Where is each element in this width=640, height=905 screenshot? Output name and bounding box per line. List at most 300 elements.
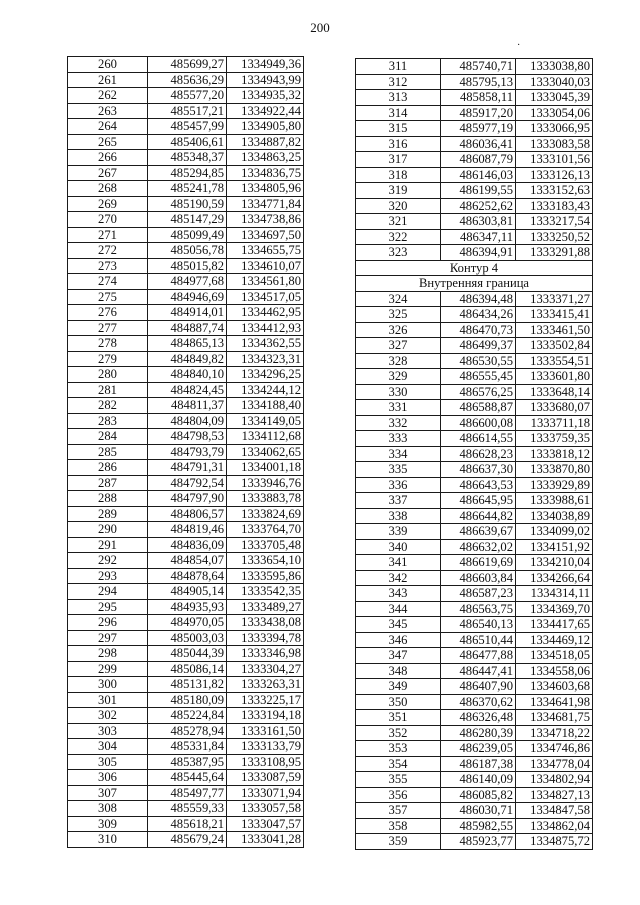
table-row xyxy=(68,181,304,197)
table-row xyxy=(68,630,304,646)
point-number: 336 xyxy=(356,477,441,493)
x-coordinate: 486280,39 xyxy=(441,725,516,741)
y-coordinate: 1333057,58 xyxy=(227,801,304,817)
y-coordinate: 1333346,98 xyxy=(227,646,304,662)
point-number: 263 xyxy=(68,103,148,119)
point-number: 359 xyxy=(356,834,441,850)
point-number: 273 xyxy=(68,258,148,274)
table-row xyxy=(356,198,593,214)
y-coordinate: 1334655,75 xyxy=(227,243,304,259)
point-number: 267 xyxy=(68,165,148,181)
point-number: 354 xyxy=(356,756,441,772)
table-row xyxy=(68,320,304,336)
table-row xyxy=(68,336,304,352)
point-number: 282 xyxy=(68,398,148,414)
y-coordinate: 1334681,75 xyxy=(516,710,593,726)
table-row xyxy=(68,382,304,398)
y-coordinate: 1333929,89 xyxy=(516,477,593,493)
y-coordinate: 1333194,18 xyxy=(227,708,304,724)
y-coordinate: 1334771,84 xyxy=(227,196,304,212)
table-row xyxy=(356,415,593,431)
table-row xyxy=(68,243,304,259)
y-coordinate: 1334603,68 xyxy=(516,679,593,695)
point-number: 345 xyxy=(356,617,441,633)
x-coordinate: 485180,09 xyxy=(148,692,227,708)
x-coordinate: 486199,55 xyxy=(441,183,516,199)
table-row xyxy=(356,74,593,90)
point-number: 323 xyxy=(356,245,441,261)
y-coordinate: 1334462,95 xyxy=(227,305,304,321)
y-coordinate: 1333126,13 xyxy=(516,167,593,183)
table-row xyxy=(356,772,593,788)
table-row xyxy=(68,289,304,305)
point-number: 286 xyxy=(68,460,148,476)
x-coordinate: 486637,30 xyxy=(441,462,516,478)
point-number: 307 xyxy=(68,785,148,801)
point-number: 279 xyxy=(68,351,148,367)
y-coordinate: 1334836,75 xyxy=(227,165,304,181)
point-number: 330 xyxy=(356,384,441,400)
contour-section xyxy=(356,260,593,291)
x-coordinate: 486499,37 xyxy=(441,338,516,354)
y-coordinate: 1334875,72 xyxy=(516,834,593,850)
x-coordinate: 486434,26 xyxy=(441,307,516,323)
x-coordinate: 485190,59 xyxy=(148,196,227,212)
x-coordinate: 484946,69 xyxy=(148,289,227,305)
table-row xyxy=(356,555,593,571)
point-number: 294 xyxy=(68,584,148,600)
y-coordinate: 1334244,12 xyxy=(227,382,304,398)
y-coordinate: 1334778,04 xyxy=(516,756,593,772)
y-coordinate: 1333066,95 xyxy=(516,121,593,137)
table-row xyxy=(356,229,593,245)
table-row xyxy=(356,477,593,493)
x-coordinate: 484854,07 xyxy=(148,553,227,569)
y-coordinate: 1334802,94 xyxy=(516,772,593,788)
y-coordinate: 1334149,05 xyxy=(227,413,304,429)
table-row xyxy=(356,369,593,385)
x-coordinate: 486587,23 xyxy=(441,586,516,602)
point-number: 353 xyxy=(356,741,441,757)
point-number: 322 xyxy=(356,229,441,245)
x-coordinate: 486394,48 xyxy=(441,291,516,307)
x-coordinate: 486510,44 xyxy=(441,632,516,648)
x-coordinate: 486614,55 xyxy=(441,431,516,447)
table-row xyxy=(356,446,593,462)
x-coordinate: 485387,95 xyxy=(148,754,227,770)
x-coordinate: 486470,73 xyxy=(441,322,516,338)
x-coordinate: 484793,79 xyxy=(148,444,227,460)
table-row xyxy=(356,462,593,478)
y-coordinate: 1333502,84 xyxy=(516,338,593,354)
x-coordinate: 484792,54 xyxy=(148,475,227,491)
y-coordinate: 1334943,99 xyxy=(227,72,304,88)
table-row xyxy=(68,506,304,522)
table-row xyxy=(356,632,593,648)
x-coordinate: 485982,55 xyxy=(441,818,516,834)
point-number: 287 xyxy=(68,475,148,491)
point-number: 305 xyxy=(68,754,148,770)
x-coordinate: 486036,41 xyxy=(441,136,516,152)
table-row xyxy=(356,601,593,617)
table-row xyxy=(68,398,304,414)
y-coordinate: 1333489,27 xyxy=(227,599,304,615)
point-number: 281 xyxy=(68,382,148,398)
y-coordinate: 1334369,70 xyxy=(516,601,593,617)
y-coordinate: 1333133,79 xyxy=(227,739,304,755)
x-coordinate: 484806,57 xyxy=(148,506,227,522)
table-row xyxy=(68,692,304,708)
y-coordinate: 1333304,27 xyxy=(227,661,304,677)
x-coordinate: 486555,45 xyxy=(441,369,516,385)
y-coordinate: 1334469,12 xyxy=(516,632,593,648)
point-number: 328 xyxy=(356,353,441,369)
y-coordinate: 1333654,10 xyxy=(227,553,304,569)
table-row xyxy=(356,803,593,819)
point-number: 347 xyxy=(356,648,441,664)
x-coordinate: 485577,20 xyxy=(148,88,227,104)
table-row xyxy=(68,150,304,166)
x-coordinate: 486619,69 xyxy=(441,555,516,571)
point-number: 291 xyxy=(68,537,148,553)
point-number: 265 xyxy=(68,134,148,150)
point-number: 325 xyxy=(356,307,441,323)
point-number: 310 xyxy=(68,832,148,848)
x-coordinate: 484935,93 xyxy=(148,599,227,615)
x-coordinate: 484819,46 xyxy=(148,522,227,538)
y-coordinate: 1334827,13 xyxy=(516,787,593,803)
x-coordinate: 484836,09 xyxy=(148,537,227,553)
y-coordinate: 1333071,94 xyxy=(227,785,304,801)
x-coordinate: 486576,25 xyxy=(441,384,516,400)
point-number: 348 xyxy=(356,663,441,679)
y-coordinate: 1334697,50 xyxy=(227,227,304,243)
y-coordinate: 1333554,51 xyxy=(516,353,593,369)
y-coordinate: 1333041,28 xyxy=(227,832,304,848)
point-number: 299 xyxy=(68,661,148,677)
y-coordinate: 1334847,58 xyxy=(516,803,593,819)
table-row xyxy=(356,741,593,757)
point-number: 351 xyxy=(356,710,441,726)
x-coordinate: 485294,85 xyxy=(148,165,227,181)
x-coordinate: 485056,78 xyxy=(148,243,227,259)
x-coordinate: 484887,74 xyxy=(148,320,227,336)
point-number: 341 xyxy=(356,555,441,571)
point-number: 296 xyxy=(68,615,148,631)
point-number: 337 xyxy=(356,493,441,509)
table-row xyxy=(356,725,593,741)
x-coordinate: 484914,01 xyxy=(148,305,227,321)
table-row xyxy=(68,119,304,135)
point-number: 293 xyxy=(68,568,148,584)
table-row xyxy=(356,679,593,695)
table-row xyxy=(356,307,593,323)
point-number: 297 xyxy=(68,630,148,646)
point-number: 302 xyxy=(68,708,148,724)
x-coordinate: 486447,41 xyxy=(441,663,516,679)
table-row xyxy=(356,431,593,447)
y-coordinate: 1334718,22 xyxy=(516,725,593,741)
table-row xyxy=(356,400,593,416)
point-number: 311 xyxy=(356,59,441,75)
x-coordinate: 485131,82 xyxy=(148,677,227,693)
point-number: 298 xyxy=(68,646,148,662)
x-coordinate: 484840,10 xyxy=(148,367,227,383)
x-coordinate: 484824,45 xyxy=(148,382,227,398)
y-coordinate: 1333108,95 xyxy=(227,754,304,770)
x-coordinate: 485241,78 xyxy=(148,181,227,197)
x-coordinate: 484905,14 xyxy=(148,584,227,600)
table-row xyxy=(68,57,304,73)
point-number: 271 xyxy=(68,227,148,243)
table-row xyxy=(356,617,593,633)
point-number: 270 xyxy=(68,212,148,228)
x-coordinate: 484804,09 xyxy=(148,413,227,429)
y-coordinate: 1334887,82 xyxy=(227,134,304,150)
point-number: 260 xyxy=(68,57,148,73)
x-coordinate: 485679,24 xyxy=(148,832,227,848)
x-coordinate: 486645,95 xyxy=(441,493,516,509)
contour-label: Контур 4 xyxy=(356,260,593,276)
coordinates-table-left xyxy=(67,56,304,848)
table-row xyxy=(68,88,304,104)
table-row xyxy=(68,553,304,569)
point-number: 301 xyxy=(68,692,148,708)
table-row xyxy=(356,338,593,354)
point-number: 269 xyxy=(68,196,148,212)
point-number: 349 xyxy=(356,679,441,695)
table-row xyxy=(356,322,593,338)
boundary-label: Внутренняя граница xyxy=(356,276,593,292)
x-coordinate: 486540,13 xyxy=(441,617,516,633)
y-coordinate: 1333394,78 xyxy=(227,630,304,646)
table-row xyxy=(356,291,593,307)
y-coordinate: 1334151,92 xyxy=(516,539,593,555)
x-coordinate: 485559,33 xyxy=(148,801,227,817)
y-coordinate: 1334863,25 xyxy=(227,150,304,166)
x-coordinate: 486326,48 xyxy=(441,710,516,726)
point-number: 275 xyxy=(68,289,148,305)
x-coordinate: 484878,64 xyxy=(148,568,227,584)
point-number: 284 xyxy=(68,429,148,445)
table-row xyxy=(68,785,304,801)
table-row xyxy=(68,367,304,383)
y-coordinate: 1333291,88 xyxy=(516,245,593,261)
x-coordinate: 485618,21 xyxy=(148,816,227,832)
table-row xyxy=(68,274,304,290)
table-row xyxy=(356,524,593,540)
x-coordinate: 486600,08 xyxy=(441,415,516,431)
x-coordinate: 486643,53 xyxy=(441,477,516,493)
table-row xyxy=(68,475,304,491)
y-coordinate: 1333759,35 xyxy=(516,431,593,447)
y-coordinate: 1334746,86 xyxy=(516,741,593,757)
y-coordinate: 1333101,56 xyxy=(516,152,593,168)
table-row xyxy=(68,661,304,677)
table-row xyxy=(68,258,304,274)
point-number: 272 xyxy=(68,243,148,259)
y-coordinate: 1333542,35 xyxy=(227,584,304,600)
y-coordinate: 1333438,08 xyxy=(227,615,304,631)
point-number: 308 xyxy=(68,801,148,817)
table-row xyxy=(356,539,593,555)
x-coordinate: 485457,99 xyxy=(148,119,227,135)
x-coordinate: 486303,81 xyxy=(441,214,516,230)
point-number: 290 xyxy=(68,522,148,538)
point-number: 333 xyxy=(356,431,441,447)
point-number: 314 xyxy=(356,105,441,121)
point-number: 326 xyxy=(356,322,441,338)
y-coordinate: 1333217,54 xyxy=(516,214,593,230)
x-coordinate: 485044,39 xyxy=(148,646,227,662)
point-number: 320 xyxy=(356,198,441,214)
y-coordinate: 1334210,04 xyxy=(516,555,593,571)
y-coordinate: 1333047,57 xyxy=(227,816,304,832)
point-number: 266 xyxy=(68,150,148,166)
table-row xyxy=(356,214,593,230)
point-number: 331 xyxy=(356,400,441,416)
x-coordinate: 485348,37 xyxy=(148,150,227,166)
x-coordinate: 486477,88 xyxy=(441,648,516,664)
coordinates-table-right xyxy=(355,58,593,850)
table-row xyxy=(356,694,593,710)
x-coordinate: 485278,94 xyxy=(148,723,227,739)
y-coordinate: 1334412,93 xyxy=(227,320,304,336)
y-coordinate: 1333040,03 xyxy=(516,74,593,90)
y-coordinate: 1333263,31 xyxy=(227,677,304,693)
table-row xyxy=(356,508,593,524)
y-coordinate: 1334905,80 xyxy=(227,119,304,135)
point-number: 313 xyxy=(356,90,441,106)
table-row xyxy=(68,599,304,615)
x-coordinate: 485445,64 xyxy=(148,770,227,786)
table-row xyxy=(356,648,593,664)
x-coordinate: 486252,62 xyxy=(441,198,516,214)
point-number: 352 xyxy=(356,725,441,741)
y-coordinate: 1333824,69 xyxy=(227,506,304,522)
y-coordinate: 1334188,40 xyxy=(227,398,304,414)
y-coordinate: 1334099,02 xyxy=(516,524,593,540)
x-coordinate: 484811,37 xyxy=(148,398,227,414)
table-row xyxy=(356,818,593,834)
point-number: 355 xyxy=(356,772,441,788)
y-coordinate: 1334417,65 xyxy=(516,617,593,633)
x-coordinate: 485699,27 xyxy=(148,57,227,73)
table-row xyxy=(68,429,304,445)
table-row xyxy=(68,351,304,367)
y-coordinate: 1333601,80 xyxy=(516,369,593,385)
point-number: 334 xyxy=(356,446,441,462)
point-number: 262 xyxy=(68,88,148,104)
x-coordinate: 485636,29 xyxy=(148,72,227,88)
x-coordinate: 484977,68 xyxy=(148,274,227,290)
table-row xyxy=(356,136,593,152)
x-coordinate: 485917,20 xyxy=(441,105,516,121)
y-coordinate: 1333595,86 xyxy=(227,568,304,584)
y-coordinate: 1333988,61 xyxy=(516,493,593,509)
x-coordinate: 485858,11 xyxy=(441,90,516,106)
table-row xyxy=(356,787,593,803)
point-number: 264 xyxy=(68,119,148,135)
point-number: 350 xyxy=(356,694,441,710)
point-number: 319 xyxy=(356,183,441,199)
y-coordinate: 1334266,64 xyxy=(516,570,593,586)
x-coordinate: 485497,77 xyxy=(148,785,227,801)
x-coordinate: 486140,09 xyxy=(441,772,516,788)
table-row xyxy=(68,227,304,243)
x-coordinate: 485015,82 xyxy=(148,258,227,274)
point-number: 316 xyxy=(356,136,441,152)
y-coordinate: 1334296,25 xyxy=(227,367,304,383)
y-coordinate: 1334038,89 xyxy=(516,508,593,524)
point-number: 335 xyxy=(356,462,441,478)
point-number: 309 xyxy=(68,816,148,832)
y-coordinate: 1334362,55 xyxy=(227,336,304,352)
y-coordinate: 1333883,78 xyxy=(227,491,304,507)
table-row xyxy=(356,105,593,121)
x-coordinate: 485406,61 xyxy=(148,134,227,150)
point-number: 357 xyxy=(356,803,441,819)
table-row xyxy=(356,167,593,183)
x-coordinate: 486146,03 xyxy=(441,167,516,183)
point-number: 277 xyxy=(68,320,148,336)
page-number: 200 xyxy=(310,20,330,35)
table-row xyxy=(356,663,593,679)
x-coordinate: 486632,02 xyxy=(441,539,516,555)
x-coordinate: 486239,05 xyxy=(441,741,516,757)
y-coordinate: 1333038,80 xyxy=(516,59,593,75)
left-table-body xyxy=(68,57,304,848)
point-number: 318 xyxy=(356,167,441,183)
table-row xyxy=(356,59,593,75)
point-number: 324 xyxy=(356,291,441,307)
x-coordinate: 485923,77 xyxy=(441,834,516,850)
y-coordinate: 1333946,76 xyxy=(227,475,304,491)
table-row xyxy=(68,568,304,584)
table-row xyxy=(356,183,593,199)
table-row xyxy=(68,305,304,321)
point-number: 346 xyxy=(356,632,441,648)
table-row xyxy=(68,491,304,507)
table-row xyxy=(68,134,304,150)
y-coordinate: 1334112,68 xyxy=(227,429,304,445)
y-coordinate: 1333680,07 xyxy=(516,400,593,416)
x-coordinate: 485977,19 xyxy=(441,121,516,137)
point-number: 315 xyxy=(356,121,441,137)
table-row xyxy=(356,245,593,261)
table-row xyxy=(356,756,593,772)
x-coordinate: 486563,75 xyxy=(441,601,516,617)
table-row xyxy=(68,72,304,88)
table-row xyxy=(68,816,304,832)
table-row xyxy=(68,723,304,739)
y-coordinate: 1334738,86 xyxy=(227,212,304,228)
x-coordinate: 486603,84 xyxy=(441,570,516,586)
x-coordinate: 485795,13 xyxy=(441,74,516,90)
y-coordinate: 1334935,32 xyxy=(227,88,304,104)
x-coordinate: 484849,82 xyxy=(148,351,227,367)
point-number: 339 xyxy=(356,524,441,540)
point-number: 340 xyxy=(356,539,441,555)
table-row xyxy=(68,646,304,662)
y-coordinate: 1334323,31 xyxy=(227,351,304,367)
section-row-contour xyxy=(356,260,593,276)
x-coordinate: 485003,03 xyxy=(148,630,227,646)
y-coordinate: 1334558,06 xyxy=(516,663,593,679)
point-number: 288 xyxy=(68,491,148,507)
point-number: 329 xyxy=(356,369,441,385)
x-coordinate: 485331,84 xyxy=(148,739,227,755)
